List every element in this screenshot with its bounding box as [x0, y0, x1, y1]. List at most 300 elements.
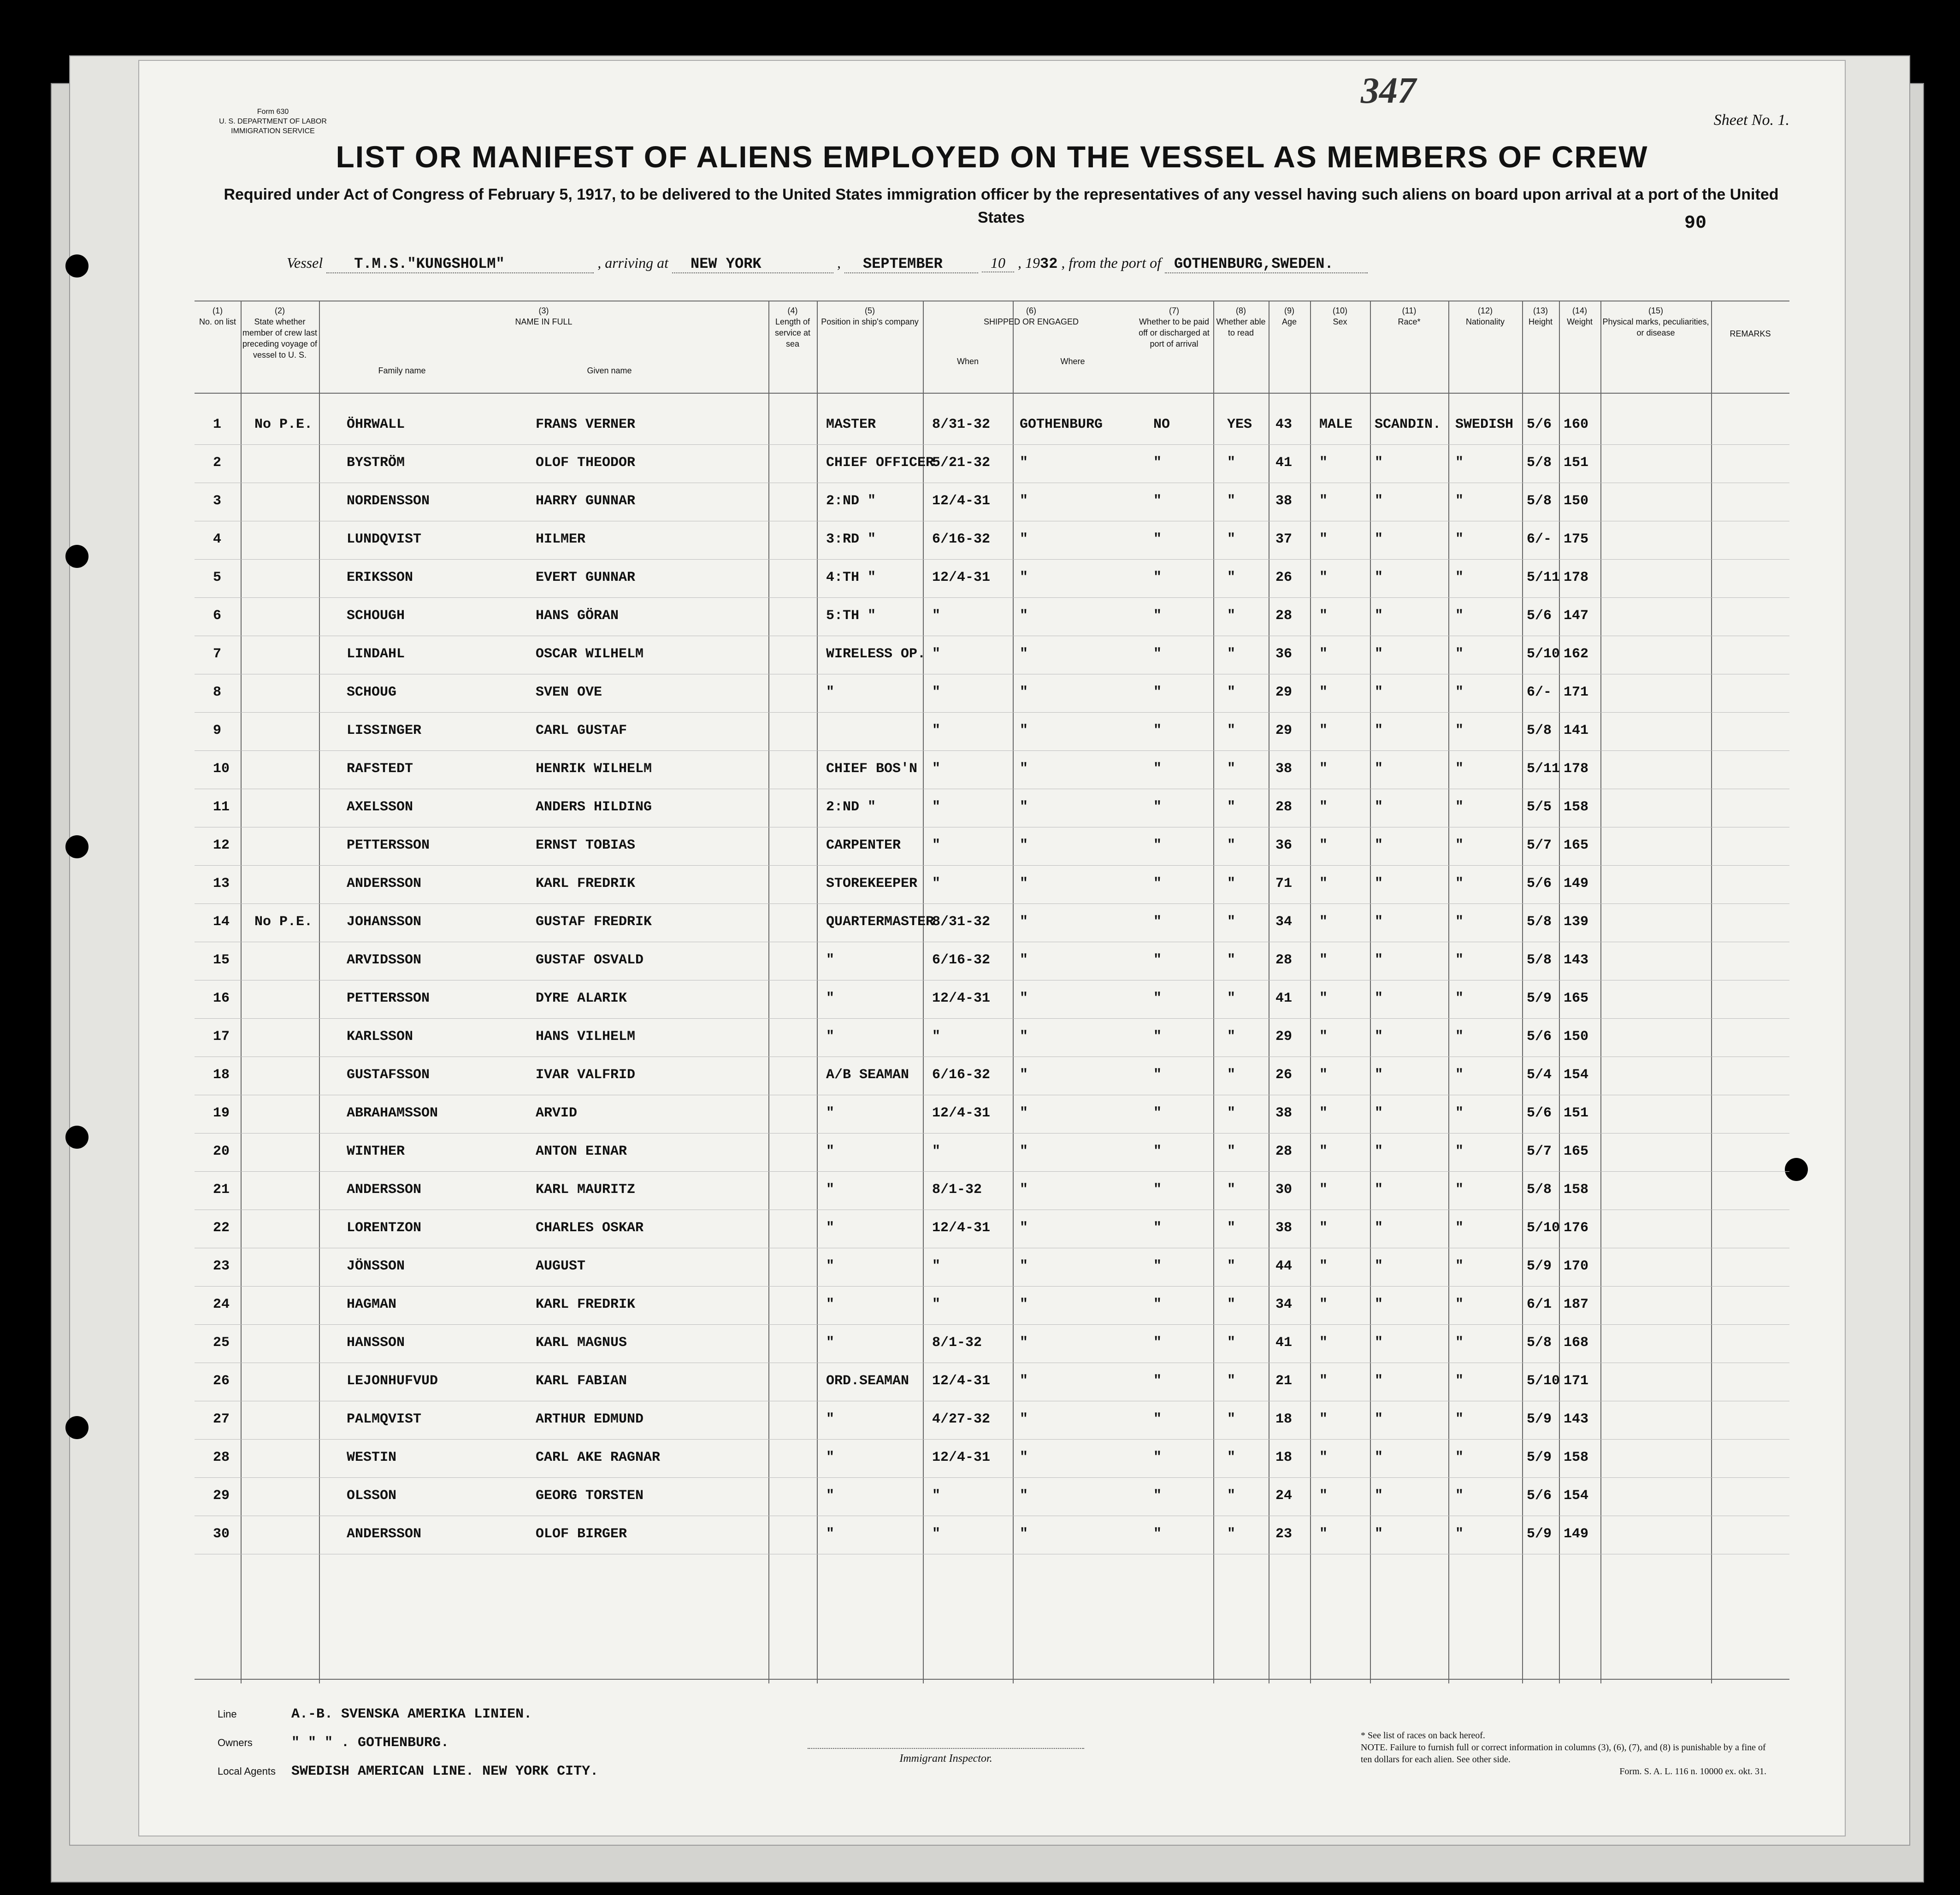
cell-family: NORDENSSON	[347, 493, 430, 509]
cell-age: 28	[1275, 799, 1293, 815]
cell-race: "	[1375, 531, 1383, 547]
cell-family: LORENTZON	[347, 1220, 422, 1236]
cell-family: OLSSON	[347, 1488, 397, 1504]
col-service-length-header: (4) Length of service at sea	[774, 306, 811, 348]
cell-given: ANTON EINAR	[536, 1144, 627, 1159]
sheet-number: Sheet No. 1.	[1713, 112, 1789, 129]
cell-height: 5/7	[1527, 838, 1552, 853]
cell-given: OSCAR WILHELM	[536, 646, 644, 662]
cell-no: 22	[213, 1220, 230, 1236]
from-port-label: , from the port of	[1061, 254, 1161, 271]
cell-paid: "	[1153, 1182, 1162, 1198]
cell-read: "	[1227, 1105, 1236, 1121]
cell-family: ÖHRWALL	[347, 417, 405, 432]
cell-where: "	[1020, 1526, 1028, 1542]
cell-read: "	[1227, 1029, 1236, 1045]
cell-family: SCHOUGH	[347, 608, 405, 624]
cell-sex: "	[1319, 1488, 1328, 1504]
cell-sex: "	[1319, 1105, 1328, 1121]
cell-height: 6/-	[1527, 531, 1552, 547]
cell-race: "	[1375, 1335, 1383, 1351]
cell-weight: 168	[1564, 1335, 1589, 1351]
cell-height: 5/4	[1527, 1067, 1552, 1083]
agents-row: Local Agents SWEDISH AMERICAN LINE. NEW YORK CITY.	[218, 1764, 599, 1779]
cell-height: 5/9	[1527, 1526, 1552, 1542]
cell-given: CHARLES OSKAR	[536, 1220, 644, 1236]
cell-given: HANS GÖRAN	[536, 608, 619, 624]
cell-where: "	[1020, 876, 1028, 891]
cell-no: 8	[213, 685, 222, 700]
cell-weight: 160	[1564, 417, 1589, 432]
cell-no: 3	[213, 493, 222, 509]
cell-nat: "	[1455, 1144, 1464, 1159]
cell-when: "	[932, 761, 941, 777]
cell-age: 38	[1275, 1105, 1293, 1121]
cell-weight: 187	[1564, 1297, 1589, 1312]
cell-no: 16	[213, 991, 230, 1006]
cell-no: 30	[213, 1526, 230, 1542]
table-row	[195, 789, 1789, 827]
cell-height: 5/9	[1527, 1258, 1552, 1274]
cell-no: 13	[213, 876, 230, 891]
cell-family: LISSINGER	[347, 723, 422, 738]
cell-paid: "	[1153, 1220, 1162, 1236]
cell-given: CARL GUSTAF	[536, 723, 627, 738]
cell-sex: "	[1319, 1067, 1328, 1083]
cell-family: PETTERSSON	[347, 991, 430, 1006]
cell-when: 5/21-32	[932, 455, 991, 471]
cell-pos: "	[826, 1105, 835, 1121]
cell-where: "	[1020, 952, 1028, 968]
cell-nat: "	[1455, 685, 1464, 700]
form-header	[208, 107, 337, 136]
cell-nat: "	[1455, 1258, 1464, 1274]
cell-when: 12/4-31	[932, 991, 991, 1006]
cell-height: 5/6	[1527, 417, 1552, 432]
cell-family: ANDERSSON	[347, 876, 422, 891]
table-row	[195, 1440, 1789, 1478]
cell-no: 27	[213, 1411, 230, 1427]
cell-nat: "	[1455, 723, 1464, 738]
cell-age: 41	[1275, 991, 1293, 1006]
cell-age: 29	[1275, 1029, 1293, 1045]
col-physical-marks-header: (15) Physical marks, peculiarities, or disease	[1602, 306, 1709, 337]
col-when-header: When	[956, 357, 979, 366]
cell-given: ARTHUR EDMUND	[536, 1411, 644, 1427]
table-row	[195, 942, 1789, 980]
cell-paid: "	[1153, 1067, 1162, 1083]
cell-weight: 151	[1564, 455, 1589, 471]
cell-weight: 158	[1564, 1182, 1589, 1198]
cell-age: 28	[1275, 1144, 1293, 1159]
cell-nat: "	[1455, 952, 1464, 968]
cell-given: GUSTAF FREDRIK	[536, 914, 652, 930]
cell-read: "	[1227, 455, 1236, 471]
cell-where: "	[1020, 723, 1028, 738]
cell-paid: "	[1153, 531, 1162, 547]
cell-no: 17	[213, 1029, 230, 1045]
cell-read: "	[1227, 608, 1236, 624]
cell-height: 5/5	[1527, 799, 1552, 815]
cell-nat: "	[1455, 876, 1464, 891]
cell-when: "	[932, 723, 941, 738]
cell-age: 30	[1275, 1182, 1293, 1198]
cell-paid: "	[1153, 876, 1162, 891]
cell-race: "	[1375, 455, 1383, 471]
cell-race: "	[1375, 723, 1383, 738]
col-sex-header: (10) Sex	[1332, 306, 1347, 326]
cell-given: OLOF BIRGER	[536, 1526, 627, 1542]
cell-when: 8/31-32	[932, 914, 991, 930]
cell-weight: 149	[1564, 876, 1589, 891]
cell-where: "	[1020, 1258, 1028, 1274]
cell-when: 6/16-32	[932, 1067, 991, 1083]
cell-race: "	[1375, 1450, 1383, 1465]
cell-pos: 2:ND "	[826, 493, 876, 509]
cell-sex: "	[1319, 1144, 1328, 1159]
cell-sex: "	[1319, 1373, 1328, 1389]
cell-paid: "	[1153, 646, 1162, 662]
cell-read: "	[1227, 1488, 1236, 1504]
table-row	[195, 1478, 1789, 1516]
departure-port: GOTHENBURG,SWEDEN.	[1174, 255, 1334, 272]
cell-nat: "	[1455, 838, 1464, 853]
cell-no: 23	[213, 1258, 230, 1274]
cell-given: KARL MAGNUS	[536, 1335, 627, 1351]
cell-race: "	[1375, 1182, 1383, 1198]
cell-paid: "	[1153, 799, 1162, 815]
table-row	[195, 1210, 1789, 1248]
cell-age: 36	[1275, 838, 1293, 853]
cell-pos: "	[826, 1297, 835, 1312]
cell-paid: "	[1153, 1105, 1162, 1121]
cell-age: 34	[1275, 1297, 1293, 1312]
cell-weight: 150	[1564, 1029, 1589, 1045]
cell-paid: "	[1153, 1411, 1162, 1427]
cell-no: 2	[213, 455, 222, 471]
cell-race: SCANDIN.	[1375, 417, 1441, 432]
cell-read: "	[1227, 1526, 1236, 1542]
cell-family: ARVIDSSON	[347, 952, 422, 968]
cell-nat: "	[1455, 1105, 1464, 1121]
col-position-header: (5) Position in ship's company	[821, 306, 919, 326]
cell-weight: 147	[1564, 608, 1589, 624]
cell-read: "	[1227, 646, 1236, 662]
vessel-name: T.M.S."KUNGSHOLM"	[354, 255, 505, 272]
cell-family: ERIKSSON	[347, 570, 413, 585]
cell-pos: "	[826, 1220, 835, 1236]
cell-pos: "	[826, 1488, 835, 1504]
cell-weight: 139	[1564, 914, 1589, 930]
cell-age: 28	[1275, 608, 1293, 624]
vessel-line: Vessel T.M.S."KUNGSHOLM" , arriving at NEW YORK , SEPTEMBER 10 , 1932 , from the port of GOTHENBURG,SWEDEN.	[287, 254, 1368, 273]
cell-pos: 3:RD "	[826, 531, 876, 547]
col-family-name-header: Family name	[378, 366, 426, 375]
cell-no: 5	[213, 570, 222, 585]
cell-sex: "	[1319, 455, 1328, 471]
cell-age: 38	[1275, 761, 1293, 777]
cell-pos: CARPENTER	[826, 838, 901, 853]
cell-weight: 154	[1564, 1067, 1589, 1083]
cell-prev: No P.E.	[254, 914, 313, 930]
cell-read: "	[1227, 1297, 1236, 1312]
cell-sex: "	[1319, 723, 1328, 738]
table-row	[195, 713, 1789, 751]
cell-age: 34	[1275, 914, 1293, 930]
cell-no: 6	[213, 608, 222, 624]
cell-where: "	[1020, 646, 1028, 662]
cell-where: "	[1020, 1029, 1028, 1045]
cell-family: JOHANSSON	[347, 914, 422, 930]
cell-where: GOTHENBURG	[1020, 417, 1103, 432]
cell-weight: 165	[1564, 991, 1589, 1006]
cell-sex: "	[1319, 1258, 1328, 1274]
cell-height: 5/6	[1527, 608, 1552, 624]
cell-height: 5/8	[1527, 1335, 1552, 1351]
cell-weight: 143	[1564, 952, 1589, 968]
cell-read: "	[1227, 761, 1236, 777]
cell-no: 18	[213, 1067, 230, 1083]
cell-read: "	[1227, 1258, 1236, 1274]
cell-where: "	[1020, 1220, 1028, 1236]
cell-age: 21	[1275, 1373, 1293, 1389]
cell-read: "	[1227, 1067, 1236, 1083]
cell-sex: "	[1319, 531, 1328, 547]
cell-sex: "	[1319, 1220, 1328, 1236]
cell-age: 18	[1275, 1450, 1293, 1465]
cell-pos: "	[826, 1029, 835, 1045]
cell-given: OLOF THEODOR	[536, 455, 636, 471]
col-nationality-header: (12) Nationality	[1465, 306, 1505, 326]
cell-pos: "	[826, 991, 835, 1006]
cell-pos: "	[826, 1411, 835, 1427]
cell-where: "	[1020, 1105, 1028, 1121]
cell-height: 5/9	[1527, 991, 1552, 1006]
table-row	[195, 483, 1789, 521]
cell-sex: "	[1319, 608, 1328, 624]
cell-given: ANDERS HILDING	[536, 799, 652, 815]
cell-given: KARL FREDRIK	[536, 1297, 636, 1312]
cell-family: BYSTRÖM	[347, 455, 405, 471]
cell-age: 26	[1275, 570, 1293, 585]
cell-family: KARLSSON	[347, 1029, 413, 1045]
cell-when: 6/16-32	[932, 531, 991, 547]
arrival-year: 32	[1039, 255, 1058, 272]
cell-family: ANDERSSON	[347, 1182, 422, 1198]
cell-family: WINTHER	[347, 1144, 405, 1159]
cell-height: 5/6	[1527, 876, 1552, 891]
cell-height: 5/8	[1527, 723, 1552, 738]
cell-height: 5/8	[1527, 1182, 1552, 1198]
cell-family: RAFSTEDT	[347, 761, 413, 777]
cell-race: "	[1375, 1105, 1383, 1121]
cell-where: "	[1020, 1144, 1028, 1159]
cell-where: "	[1020, 608, 1028, 624]
cell-where: "	[1020, 799, 1028, 815]
table-row	[195, 1172, 1789, 1210]
year-prefix: , 19	[1017, 254, 1040, 271]
cell-race: "	[1375, 1411, 1383, 1427]
cell-given: FRANS VERNER	[536, 417, 636, 432]
cell-paid: NO	[1153, 417, 1170, 432]
cell-where: "	[1020, 1373, 1028, 1389]
cell-read: "	[1227, 914, 1236, 930]
cell-sex: "	[1319, 914, 1328, 930]
cell-given: KARL MAURITZ	[536, 1182, 636, 1198]
cell-nat: "	[1455, 608, 1464, 624]
cell-pos: WIRELESS OP.	[826, 646, 926, 662]
cell-when: "	[932, 608, 941, 624]
cell-weight: 175	[1564, 531, 1589, 547]
cell-age: 43	[1275, 417, 1293, 432]
table-row	[195, 980, 1789, 1019]
cell-race: "	[1375, 1297, 1383, 1312]
cell-nat: SWEDISH	[1455, 417, 1514, 432]
cell-pos: "	[826, 1182, 835, 1198]
cell-sex: "	[1319, 1411, 1328, 1427]
cell-weight: 176	[1564, 1220, 1589, 1236]
cell-no: 25	[213, 1335, 230, 1351]
col-read-header: (8) Whether able to read	[1216, 306, 1266, 337]
cell-weight: 151	[1564, 1105, 1589, 1121]
col-remarks-header: REMARKS	[1730, 329, 1771, 338]
cell-read: "	[1227, 1411, 1236, 1427]
punch-hole	[65, 254, 89, 277]
cell-read: "	[1227, 838, 1236, 853]
cell-where: "	[1020, 1067, 1028, 1083]
crew-table	[195, 301, 1789, 1683]
cell-where: "	[1020, 991, 1028, 1006]
table-row	[195, 1287, 1789, 1325]
cell-read: "	[1227, 723, 1236, 738]
table-row	[195, 521, 1789, 560]
cell-given: GUSTAF OSVALD	[536, 952, 644, 968]
cell-when: 12/4-31	[932, 570, 991, 585]
cell-read: "	[1227, 685, 1236, 700]
cell-race: "	[1375, 570, 1383, 585]
cell-when: 8/1-32	[932, 1182, 982, 1198]
cell-paid: "	[1153, 761, 1162, 777]
form-number: Form 630	[257, 108, 289, 116]
cell-age: 28	[1275, 952, 1293, 968]
cell-no: 21	[213, 1182, 230, 1198]
cell-age: 18	[1275, 1411, 1293, 1427]
cell-pos: "	[826, 1258, 835, 1274]
cell-where: "	[1020, 531, 1028, 547]
cell-family: GUSTAFSSON	[347, 1067, 430, 1083]
col-paid-off-header: (7) Whether to be paid off or discharged at port of arrival	[1139, 306, 1210, 348]
table-row	[195, 445, 1789, 483]
cell-prev: No P.E.	[254, 417, 313, 432]
cell-nat: "	[1455, 1488, 1464, 1504]
page-subtitle: Required under Act of Congress of February 5, 1917, to be delivered to the United States immigration officer by the representatives of any vessel having such aliens on board upon arrival at a port of the United States	[224, 186, 1779, 226]
cell-when: "	[932, 1029, 941, 1045]
cell-when: 12/4-31	[932, 1220, 991, 1236]
cell-read: "	[1227, 991, 1236, 1006]
cell-age: 37	[1275, 531, 1293, 547]
cell-sex: "	[1319, 1335, 1328, 1351]
agents-value: SWEDISH AMERICAN LINE. NEW YORK CITY.	[291, 1764, 599, 1779]
cell-when: 12/4-31	[932, 1373, 991, 1389]
cell-where: "	[1020, 493, 1028, 509]
cell-no: 20	[213, 1144, 230, 1159]
cell-race: "	[1375, 1373, 1383, 1389]
cell-no: 29	[213, 1488, 230, 1504]
cell-race: "	[1375, 799, 1383, 815]
table-row	[195, 866, 1789, 904]
cell-read: "	[1227, 1373, 1236, 1389]
cell-given: GEORG TORSTEN	[536, 1488, 644, 1504]
cell-weight: 154	[1564, 1488, 1589, 1504]
cell-nat: "	[1455, 570, 1464, 585]
cell-no: 15	[213, 952, 230, 968]
cell-sex: "	[1319, 838, 1328, 853]
department-name: U. S. DEPARTMENT OF LABOR	[219, 118, 327, 125]
cell-no: 11	[213, 799, 230, 815]
cell-given: CARL AKE RAGNAR	[536, 1450, 661, 1465]
cell-family: PETTERSSON	[347, 838, 430, 853]
col-weight-header: (14) Weight	[1567, 306, 1593, 326]
cell-sex: "	[1319, 1182, 1328, 1198]
cell-no: 10	[213, 761, 230, 777]
cell-read: YES	[1227, 417, 1252, 432]
cell-weight: 171	[1564, 685, 1589, 700]
cell-sex: "	[1319, 1029, 1328, 1045]
cell-sex: "	[1319, 1450, 1328, 1465]
cell-nat: "	[1455, 493, 1464, 509]
col-race-header: (11) Race*	[1398, 306, 1421, 326]
cell-when: "	[932, 1297, 941, 1312]
cell-where: "	[1020, 1335, 1028, 1351]
cell-pos: 4:TH "	[826, 570, 876, 585]
cell-weight: 141	[1564, 723, 1589, 738]
cell-paid: "	[1153, 1450, 1162, 1465]
cell-read: "	[1227, 531, 1236, 547]
cell-pos: STOREKEEPER	[826, 876, 918, 891]
cell-age: 26	[1275, 1067, 1293, 1083]
cell-read: "	[1227, 570, 1236, 585]
cell-paid: "	[1153, 991, 1162, 1006]
cell-pos: ORD.SEAMAN	[826, 1373, 909, 1389]
owners-row: Owners " " " . GOTHENBURG.	[218, 1735, 449, 1751]
cell-weight: 170	[1564, 1258, 1589, 1274]
cell-no: 12	[213, 838, 230, 853]
cell-age: 23	[1275, 1526, 1293, 1542]
cell-paid: "	[1153, 723, 1162, 738]
table-row	[195, 1095, 1789, 1133]
cell-paid: "	[1153, 570, 1162, 585]
table-row	[195, 674, 1789, 713]
service-name: IMMIGRATION SERVICE	[231, 127, 315, 135]
cell-race: "	[1375, 608, 1383, 624]
cell-race: "	[1375, 1488, 1383, 1504]
cell-weight: 178	[1564, 570, 1589, 585]
cell-weight: 165	[1564, 1144, 1589, 1159]
punch-hole	[65, 835, 89, 858]
cell-nat: "	[1455, 914, 1464, 930]
cell-family: ANDERSSON	[347, 1526, 422, 1542]
cell-height: 5/6	[1527, 1105, 1552, 1121]
cell-height: 5/7	[1527, 1144, 1552, 1159]
cell-read: "	[1227, 952, 1236, 968]
cell-paid: "	[1153, 952, 1162, 968]
arrival-day: 10	[990, 254, 1005, 271]
cell-pos: A/B SEAMAN	[826, 1067, 909, 1083]
cell-race: "	[1375, 493, 1383, 509]
cell-weight: 178	[1564, 761, 1589, 777]
vessel-label: Vessel	[287, 254, 323, 271]
cell-race: "	[1375, 685, 1383, 700]
